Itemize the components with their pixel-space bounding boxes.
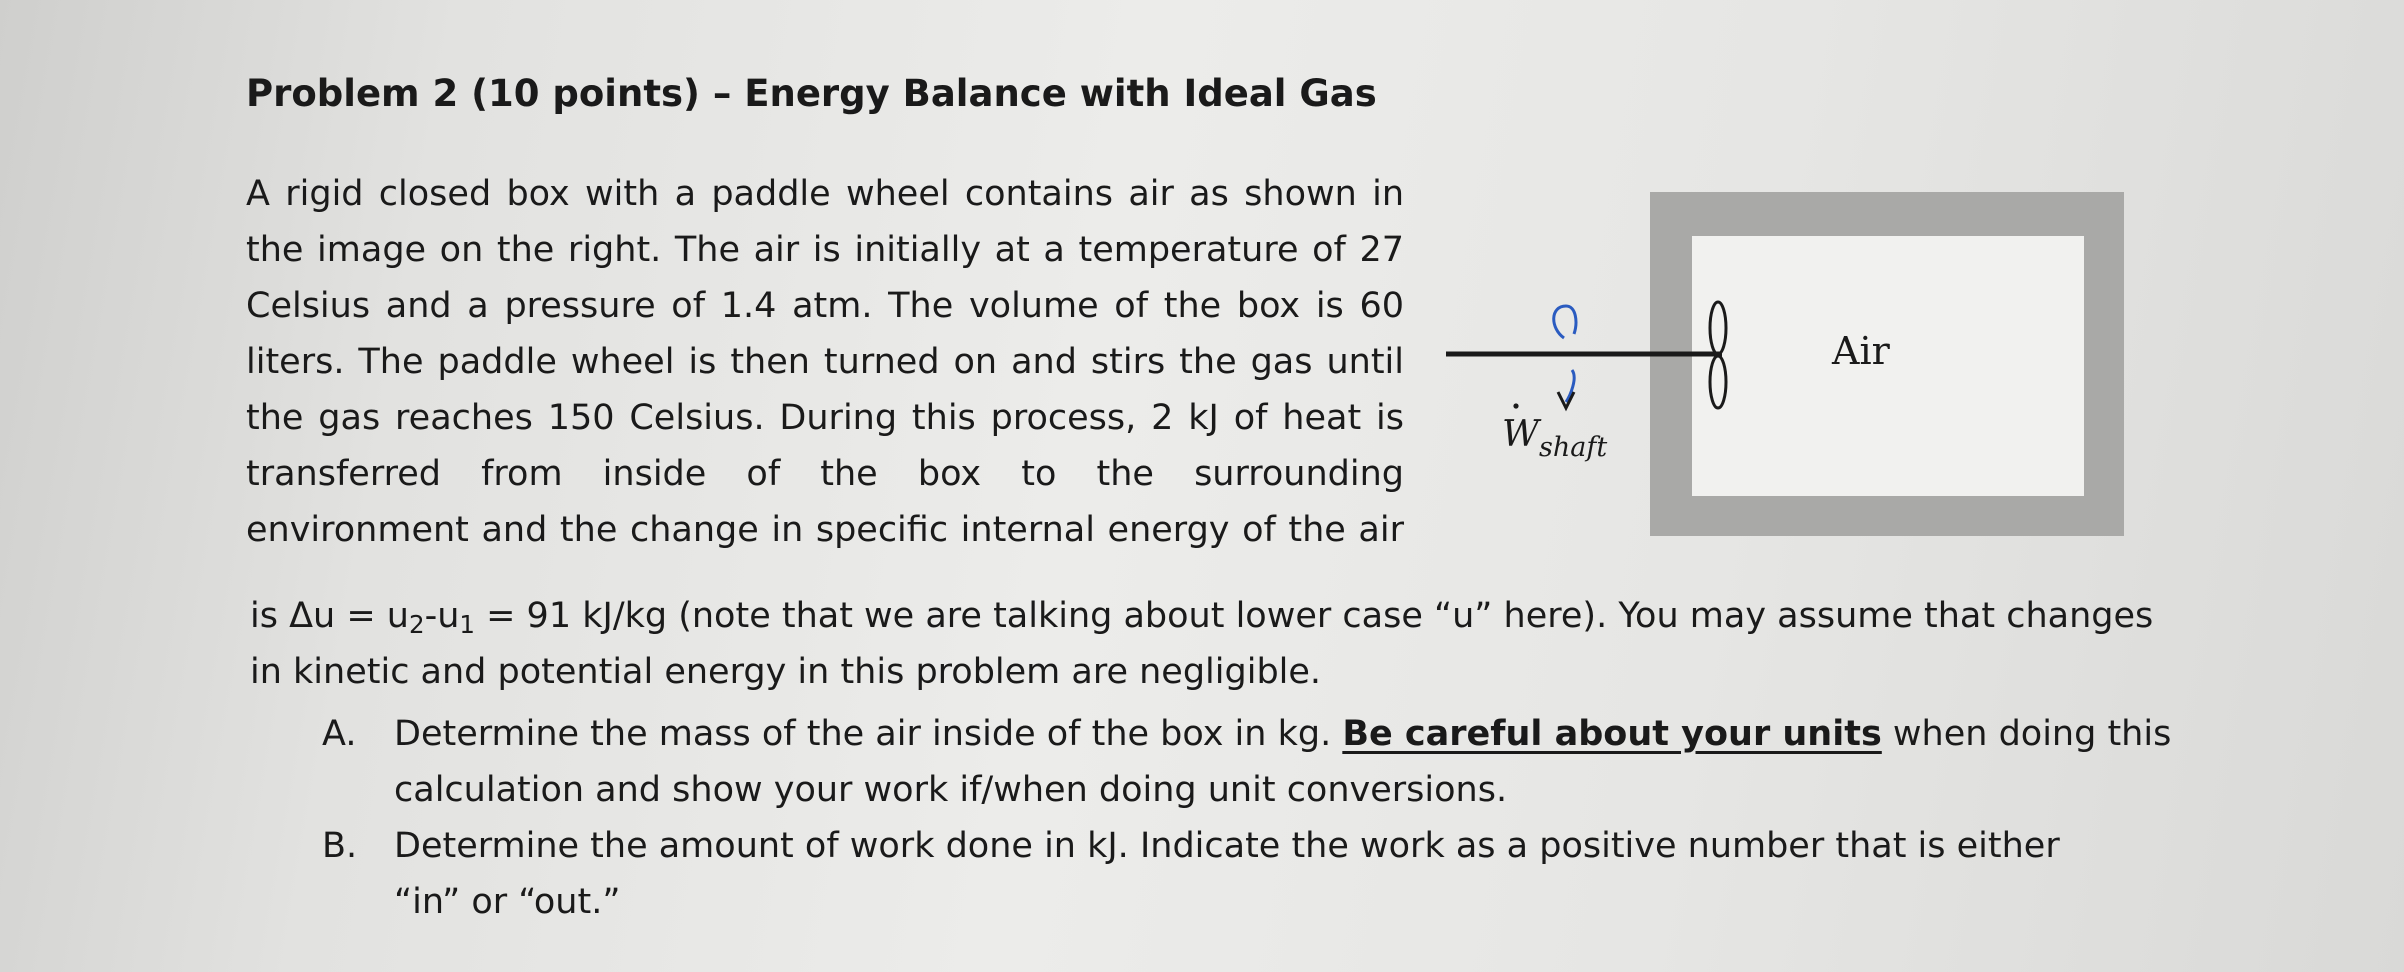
problem-title: Problem 2 (10 points) – Energy Balance with Ideal Gas bbox=[246, 72, 1377, 115]
subscript-2: 2 bbox=[408, 610, 425, 640]
question-a bbox=[322, 706, 2172, 818]
delta-u-line bbox=[250, 588, 2154, 644]
subscript-1: 1 bbox=[459, 610, 475, 640]
problem-description-tail bbox=[250, 588, 2154, 700]
question-list bbox=[322, 706, 2172, 930]
question-b bbox=[322, 818, 2142, 930]
description-line-4: liters. The paddle wheel is then turned on and stirs the gas until bbox=[246, 342, 1404, 382]
question-a-line-1 bbox=[394, 706, 2172, 762]
description-line-3: Celsius and a pressure of 1.4 atm. The volume of the box is 60 bbox=[246, 286, 1404, 326]
description-line-2: the image on the right. The air is initially at a temperature of 27 bbox=[246, 230, 1404, 270]
description-line-7: environment and the change in specific internal energy of the air bbox=[246, 510, 1404, 550]
work-subscript: shaft bbox=[1539, 432, 1608, 463]
work-shaft-symbol bbox=[1502, 414, 1607, 463]
delta-u-prefix: is Δu = u bbox=[250, 596, 409, 636]
description-last-line: in kinetic and potential energy in this problem are negligible. bbox=[250, 652, 1322, 692]
delta-u-mid: -u bbox=[424, 596, 460, 636]
question-b-line-2: “in” or “out.” bbox=[394, 882, 621, 922]
question-a-letter: A. bbox=[322, 714, 357, 754]
question-b-line-1: Determine the amount of work done in kJ. Indicate the work as a positive number that is either bbox=[394, 826, 2060, 866]
question-a-line-2: calculation and show your work if/when doing unit conversions. bbox=[394, 770, 1508, 810]
paddle-wheel-box-diagram bbox=[1440, 188, 2140, 548]
work-symbol: W bbox=[1502, 414, 1540, 455]
description-line-6: transferred from inside of the box to the surrounding bbox=[246, 454, 1404, 494]
work-rate-dot bbox=[1513, 403, 1518, 408]
box-label-air: Air bbox=[1832, 329, 1890, 373]
question-a-text-end: when doing this bbox=[1881, 714, 2172, 754]
description-line-5: the gas reaches 150 Celsius. During this process, 2 kJ of heat is bbox=[246, 398, 1404, 438]
question-a-text-start: Determine the mass of the air inside of the box in kg. bbox=[394, 714, 1343, 754]
problem-description bbox=[246, 166, 1406, 558]
question-b-letter: B. bbox=[322, 826, 358, 866]
description-line-1: A rigid closed box with a paddle wheel contains air as shown in bbox=[246, 174, 1404, 214]
delta-u-suffix: = 91 kJ/kg (note that we are talking about lower case “u” here). You may assume that changes bbox=[474, 596, 2154, 636]
question-a-emphasis: Be careful about your units bbox=[1342, 714, 1882, 754]
